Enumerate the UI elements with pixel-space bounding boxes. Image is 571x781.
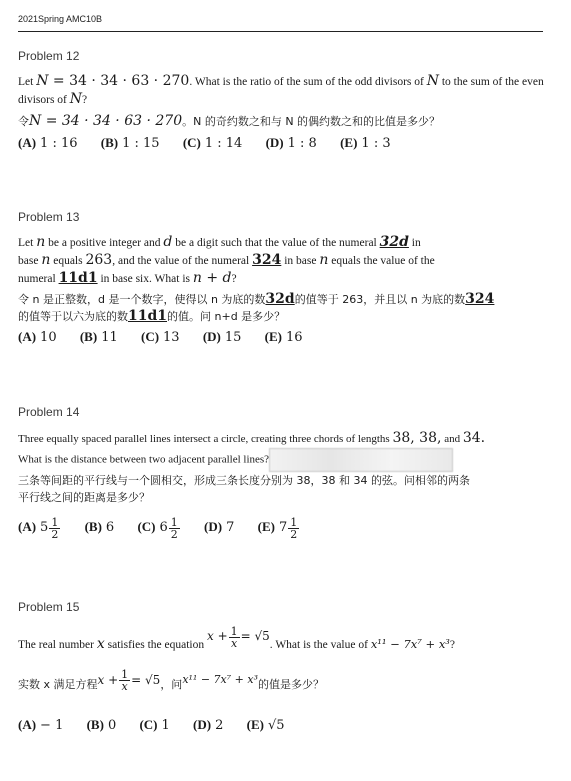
p15-text: . What is the value of xyxy=(269,639,371,651)
p13-cn-numeral-32d: 32d xyxy=(265,291,295,307)
choice-e[interactable]: (E) 1 : 3 xyxy=(340,135,391,151)
p13-text: equals the value of the xyxy=(328,255,435,267)
p12-cn-math: N = 34 · 34 · 63 · 270 xyxy=(29,113,183,129)
p15-text: ? xyxy=(449,639,456,651)
problem-13-chinese xyxy=(18,291,548,325)
p13-text: be a digit such that the value of the numeral xyxy=(172,237,380,249)
p14-math-34: 34. xyxy=(462,430,486,446)
p12-math-n2: N xyxy=(426,73,439,89)
p12-math-eq: = 34 · 34 · 63 · 270 xyxy=(48,73,190,89)
fraction: $\frac{1}{x}$ xyxy=(230,625,238,651)
choice-c[interactable]: (C) 6 $\frac{1}{2}$ xyxy=(137,515,178,541)
p12-text-a: Let xyxy=(18,76,37,88)
choice-d[interactable]: (D) 7 xyxy=(204,519,235,535)
choice-a[interactable]: (A) 1 : 16 xyxy=(18,135,78,151)
fraction: $\frac{1}{2}$ xyxy=(290,515,298,541)
p13-text: base xyxy=(18,255,42,267)
p12-math-n: N xyxy=(36,73,49,89)
p13-math-263: 263 xyxy=(85,252,113,268)
p15-cn-text: 的值是多少？ xyxy=(257,678,324,692)
choice-b[interactable]: (B) 1 : 15 xyxy=(100,135,160,151)
p13-cn-numeral-11d1: 11d1 xyxy=(128,308,168,324)
p14-cn-text: 三条等间距的平行线与一个圆相交，形成三条长度分别为 38，38 和 34 的弦。问相邻的两条 xyxy=(18,474,470,487)
choice-a[interactable]: (A) − 1 xyxy=(18,717,64,734)
choice-a[interactable]: (A) 5 $\frac{1}{2}$ xyxy=(18,515,59,541)
problem-13-english xyxy=(18,234,548,288)
p13-text: ? xyxy=(231,273,237,285)
problem-14-chinese xyxy=(18,472,548,506)
problem-12-english xyxy=(18,73,548,109)
header-title: 2021Spring AMC10B xyxy=(18,14,103,24)
problem-15 xyxy=(18,599,548,735)
fraction: $\frac{1}{2}$ xyxy=(51,515,59,541)
p13-cn-text: 的值。问 n+d 是多少？ xyxy=(167,310,286,323)
fraction: $\frac{1}{x}$ xyxy=(121,668,129,694)
p15-cn-text: 实数 x 满足方程 xyxy=(18,678,98,692)
choice-b[interactable]: (B) 11 xyxy=(79,329,118,345)
choice-a[interactable]: (A) 10 xyxy=(18,329,57,345)
p15-cn-equation: x + $\frac{1}{x}$ = √5 xyxy=(97,668,161,694)
p13-numeral-324: 324 xyxy=(252,252,282,268)
p13-text: in base xyxy=(281,255,320,267)
p13-cn-text: 令 n 是正整数，d 是一个数字，使得以 n 为底的数 xyxy=(18,293,266,306)
p15-math-x: x xyxy=(96,636,105,652)
p12-text-b: . What is the ratio of the sum of the odd divisors of xyxy=(189,76,427,88)
p12-math-n3: N xyxy=(69,91,82,107)
p15-eq-x: x + xyxy=(206,629,228,644)
p14-math-chords: 38, 38, xyxy=(392,430,442,446)
problem-12-title: Problem 12 xyxy=(18,49,80,63)
p13-cn-numeral-324: 324 xyxy=(465,291,495,307)
p14-text: and xyxy=(441,433,463,445)
p15-math-expr: x¹¹ − 7x⁷ + x³ xyxy=(370,637,450,651)
p12-text-c: to the sum of the even divisors of xyxy=(18,76,544,106)
choice-e[interactable]: (E) √5 xyxy=(246,717,285,734)
p13-text: equals xyxy=(50,255,86,267)
problem-14 xyxy=(18,404,548,543)
p15-eq-rhs: = √5 xyxy=(240,629,270,644)
problem-13-title: Problem 13 xyxy=(18,210,80,224)
p13-text: in xyxy=(408,237,421,249)
choice-b[interactable]: (B) 0 xyxy=(86,717,117,734)
p14-cn-text: 平行线之间的距离是多少？ xyxy=(18,491,150,504)
p14-text: What is the distance between two adjacent parallel lines? xyxy=(18,453,270,466)
p13-math-n: n xyxy=(319,252,329,268)
choice-c[interactable]: (C) 1 : 14 xyxy=(182,135,243,151)
problem-15-title: Problem 15 xyxy=(18,600,80,614)
p15-text: The real number xyxy=(18,639,97,651)
p13-math-d: d xyxy=(163,234,173,250)
p13-text: , and the value of the numeral xyxy=(112,255,253,267)
p15-text: satisfies the equation xyxy=(104,639,207,651)
problem-14-english xyxy=(18,430,548,472)
document-header xyxy=(18,14,543,32)
p15-cn-text: ，问 xyxy=(160,678,183,692)
choice-e[interactable]: (E) 7 $\frac{1}{2}$ xyxy=(257,515,298,541)
problem-12 xyxy=(18,48,548,153)
problem-12-chinese xyxy=(18,113,548,130)
p13-text: numeral xyxy=(18,273,59,285)
p13-cn-text: 的值等于 263，并且以 n 为底的数 xyxy=(294,293,466,306)
p13-math-n: n xyxy=(41,252,51,268)
problem-14-title: Problem 14 xyxy=(18,405,80,419)
p15-equation xyxy=(207,619,270,653)
p13-numeral-11d1: 11d1 xyxy=(58,270,98,286)
problem-14-choices xyxy=(18,512,548,543)
p13-text: Let xyxy=(18,237,37,249)
p15-cn-expr: x¹¹ − 7x⁷ + x³ xyxy=(182,673,258,687)
choice-d[interactable]: (D) 2 xyxy=(193,717,224,734)
p12-cn-a: 令 xyxy=(18,115,29,128)
choice-c[interactable]: (C) 13 xyxy=(140,329,180,345)
p12-text-d: ? xyxy=(82,94,88,106)
problem-12-choices xyxy=(18,134,548,153)
problem-13 xyxy=(18,209,548,347)
p13-numeral-32d: 32d xyxy=(379,234,409,250)
choice-e[interactable]: (E) 16 xyxy=(264,329,303,345)
p13-cn-text: 的值等于以六为底的数 xyxy=(18,310,128,323)
p13-math-n-plus-d: n + d xyxy=(192,270,232,286)
problem-15-english xyxy=(18,627,548,662)
problem-15-choices xyxy=(18,716,548,735)
fraction: $\frac{1}{2}$ xyxy=(170,515,178,541)
p13-text: be a positive integer and xyxy=(45,237,164,249)
p13-math-n: n xyxy=(36,234,46,250)
p14-text: Three equally spaced parallel lines intersect a circle, creating three chords of lengths xyxy=(18,433,393,445)
p13-text: in base six. What is xyxy=(97,273,193,285)
choice-d[interactable]: (D) 15 xyxy=(202,329,242,345)
blurred-overlay xyxy=(269,448,453,472)
p12-cn-b: 。N 的奇约数之和与 N 的偶约数之和的比值是多少？ xyxy=(182,115,441,128)
choice-d[interactable]: (D) 1 : 8 xyxy=(265,135,317,151)
problem-15-chinese xyxy=(18,668,548,702)
problem-13-choices xyxy=(18,328,548,347)
choice-b[interactable]: (B) 6 xyxy=(84,519,115,535)
choice-c[interactable]: (C) 1 xyxy=(139,717,170,734)
